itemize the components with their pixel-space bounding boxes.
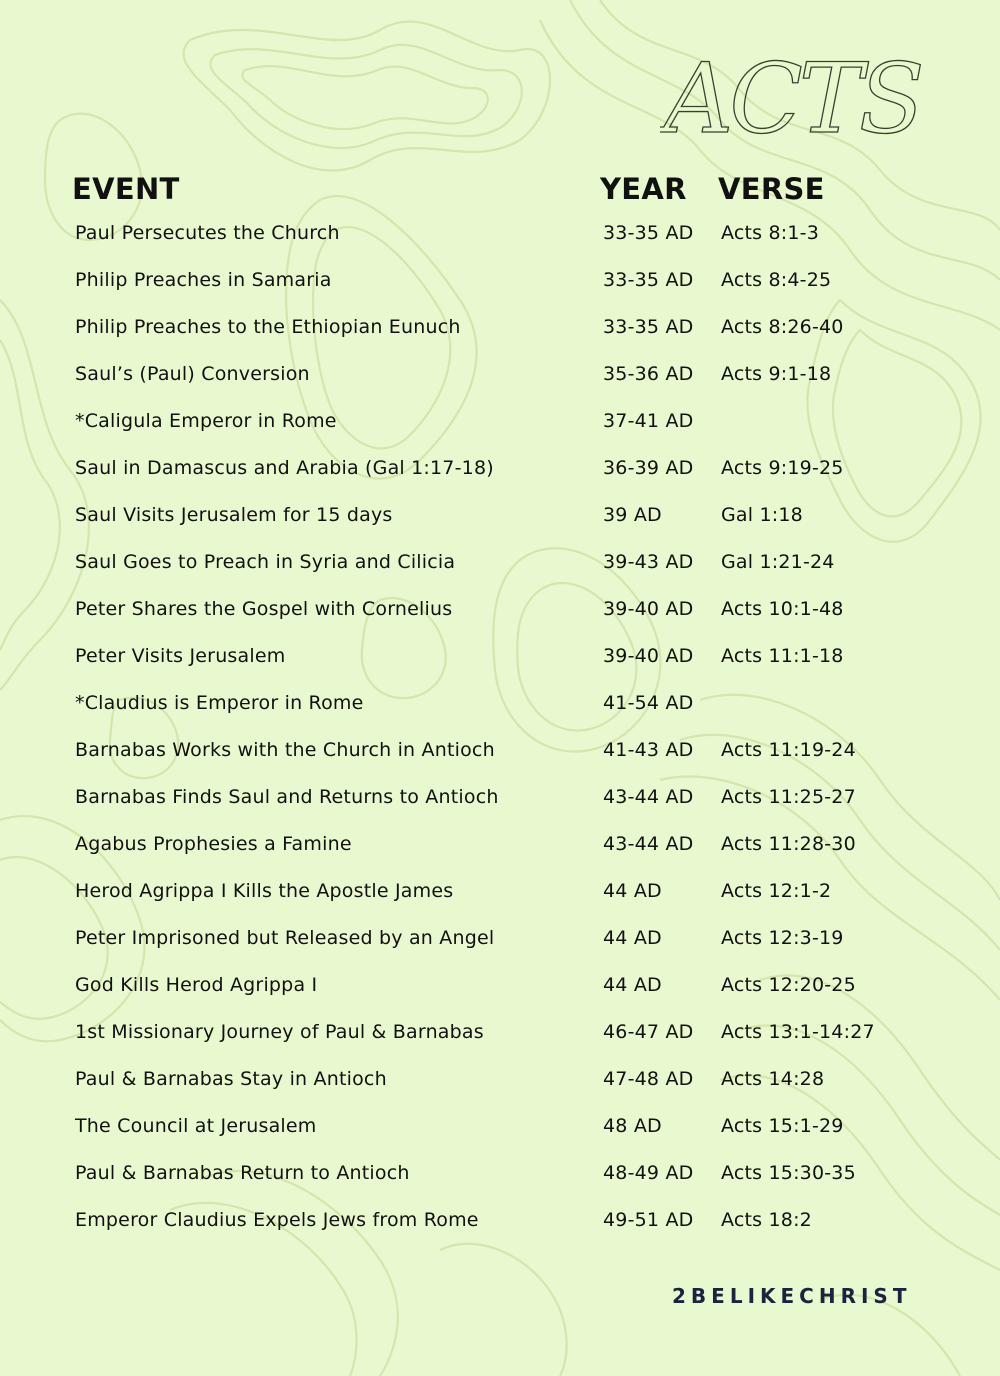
event-cell: Saul in Damascus and Arabia (Gal 1:17-18)	[75, 457, 494, 479]
verse-cell: Acts 18:2	[721, 1209, 812, 1231]
verse-cell: Acts 9:1-18	[721, 363, 832, 385]
year-cell: 39-43 AD	[603, 551, 694, 573]
event-cell: Philip Preaches in Samaria	[75, 269, 332, 291]
event-cell: Saul Goes to Preach in Syria and Cilicia	[75, 551, 456, 573]
event-cell: Peter Imprisoned but Released by an Angel	[75, 927, 495, 949]
verse-cell: Acts 12:3-19	[721, 927, 844, 949]
year-cell: 41-54 AD	[603, 692, 694, 714]
year-cell: 48 AD	[603, 1115, 662, 1137]
event-cell: Saul’s (Paul) Conversion	[75, 363, 310, 385]
table-row	[0, 1011, 1000, 1058]
verse-cell: Acts 12:1-2	[721, 880, 832, 902]
year-cell: 33-35 AD	[603, 269, 694, 291]
verse-cell: Acts 8:26-40	[721, 316, 844, 338]
year-cell: 33-35 AD	[603, 316, 694, 338]
verse-cell: Gal 1:21-24	[721, 551, 835, 573]
verse-cell: Acts 13:1-14:27	[721, 1021, 875, 1043]
year-cell: 47-48 AD	[603, 1068, 694, 1090]
table-row	[0, 823, 1000, 870]
year-cell: 43-44 AD	[603, 786, 694, 808]
verse-cell: Acts 11:28-30	[721, 833, 856, 855]
table-row	[0, 1199, 1000, 1246]
table-row	[0, 1152, 1000, 1199]
svg-text:ACTS: ACTS	[664, 43, 921, 150]
event-column-header: EVENT	[72, 172, 180, 206]
verse-cell: Gal 1:18	[721, 504, 803, 526]
brand-logo-text: 2BELIKECHRIST	[672, 1284, 912, 1308]
table-row	[0, 541, 1000, 588]
verse-cell: Acts 12:20-25	[721, 974, 856, 996]
event-cell: *Caligula Emperor in Rome	[75, 410, 337, 432]
table-row	[0, 1105, 1000, 1152]
year-cell: 39 AD	[603, 504, 662, 526]
table-row	[0, 682, 1000, 729]
year-cell: 46-47 AD	[603, 1021, 694, 1043]
verse-column-header: VERSE	[718, 172, 825, 206]
timeline-table	[0, 212, 1000, 1246]
event-cell: Peter Visits Jerusalem	[75, 645, 286, 667]
event-cell: Paul & Barnabas Stay in Antioch	[75, 1068, 387, 1090]
event-cell: God Kills Herod Agrippa I	[75, 974, 318, 996]
event-cell: The Council at Jerusalem	[75, 1115, 317, 1137]
year-cell: 37-41 AD	[603, 410, 694, 432]
verse-cell: Acts 9:19-25	[721, 457, 844, 479]
verse-cell: Acts 14:28	[721, 1068, 825, 1090]
table-row	[0, 494, 1000, 541]
table-row	[0, 588, 1000, 635]
year-cell: 49-51 AD	[603, 1209, 694, 1231]
verse-cell: Acts 8:1-3	[721, 222, 820, 244]
year-column-header: YEAR	[600, 172, 687, 206]
table-row	[0, 964, 1000, 1011]
event-cell: 1st Missionary Journey of Paul & Barnabas	[75, 1021, 484, 1043]
acts-title	[660, 40, 950, 150]
table-row	[0, 259, 1000, 306]
table-row	[0, 306, 1000, 353]
verse-cell: Acts 11:1-18	[721, 645, 844, 667]
verse-cell: Acts 10:1-48	[721, 598, 844, 620]
event-cell: Philip Preaches to the Ethiopian Eunuch	[75, 316, 461, 338]
event-cell: Barnabas Finds Saul and Returns to Antioch	[75, 786, 499, 808]
event-cell: Agabus Prophesies a Famine	[75, 833, 352, 855]
year-cell: 35-36 AD	[603, 363, 694, 385]
year-cell: 39-40 AD	[603, 598, 694, 620]
year-cell: 44 AD	[603, 974, 662, 996]
year-cell: 36-39 AD	[603, 457, 694, 479]
verse-cell: Acts 15:30-35	[721, 1162, 856, 1184]
year-cell: 44 AD	[603, 880, 662, 902]
table-row	[0, 400, 1000, 447]
event-cell: Barnabas Works with the Church in Antioch	[75, 739, 495, 761]
verse-cell: Acts 8:4-25	[721, 269, 832, 291]
table-row	[0, 447, 1000, 494]
table-row	[0, 1058, 1000, 1105]
event-cell: Paul & Barnabas Return to Antioch	[75, 1162, 410, 1184]
table-row	[0, 776, 1000, 823]
year-cell: 48-49 AD	[603, 1162, 694, 1184]
event-cell: Peter Shares the Gospel with Cornelius	[75, 598, 453, 620]
table-row	[0, 212, 1000, 259]
year-cell: 44 AD	[603, 927, 662, 949]
table-row	[0, 870, 1000, 917]
year-cell: 41-43 AD	[603, 739, 694, 761]
table-row	[0, 635, 1000, 682]
table-row	[0, 353, 1000, 400]
verse-cell: Acts 11:19-24	[721, 739, 856, 761]
year-cell: 39-40 AD	[603, 645, 694, 667]
year-cell: 33-35 AD	[603, 222, 694, 244]
year-cell: 43-44 AD	[603, 833, 694, 855]
table-row	[0, 729, 1000, 776]
event-cell: Emperor Claudius Expels Jews from Rome	[75, 1209, 479, 1231]
table-row	[0, 917, 1000, 964]
event-cell: *Claudius is Emperor in Rome	[75, 692, 364, 714]
verse-cell: Acts 11:25-27	[721, 786, 856, 808]
event-cell: Saul Visits Jerusalem for 15 days	[75, 504, 393, 526]
event-cell: Paul Persecutes the Church	[75, 222, 340, 244]
verse-cell: Acts 15:1-29	[721, 1115, 844, 1137]
event-cell: Herod Agrippa I Kills the Apostle James	[75, 880, 454, 902]
